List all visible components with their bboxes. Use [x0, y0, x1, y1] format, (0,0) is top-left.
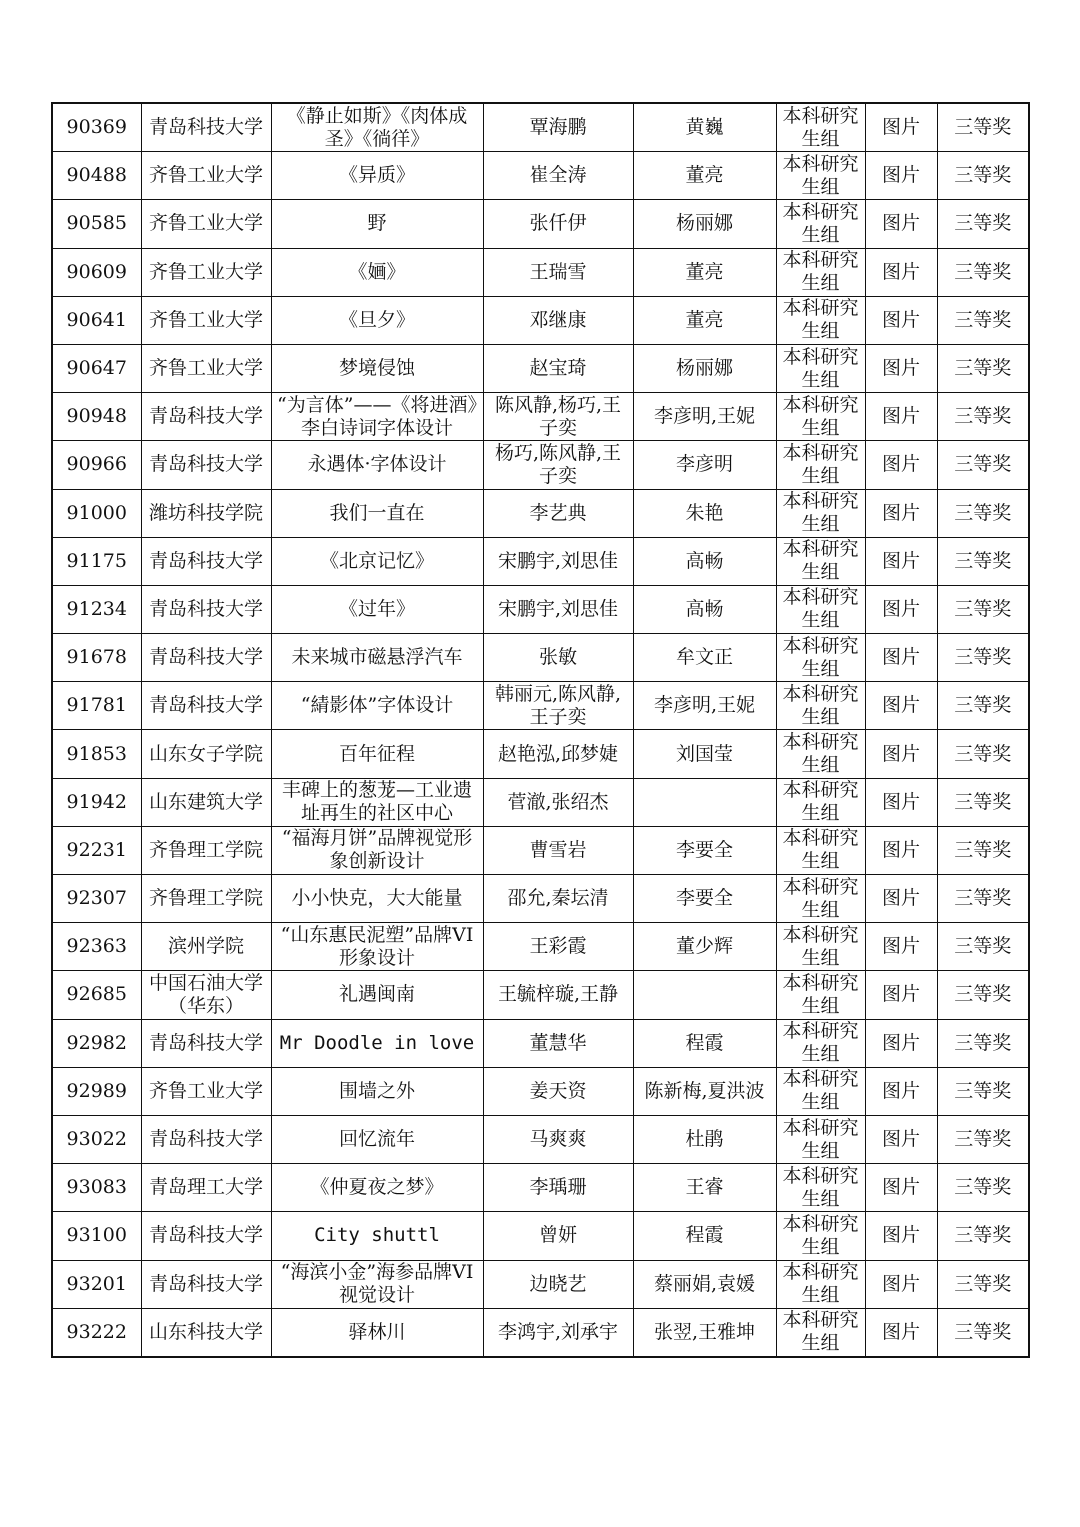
- category-cell: 图片: [865, 537, 937, 585]
- group-cell: 本科研究生组: [776, 1212, 865, 1260]
- school-cell: 齐鲁工业大学: [141, 296, 271, 344]
- table-row: [52, 296, 1029, 344]
- authors-cell: 崔全涛: [483, 152, 633, 200]
- school-cell: 齐鲁工业大学: [141, 248, 271, 296]
- authors-cell: 曹雪岩: [483, 826, 633, 874]
- school-cell: 青岛科技大学: [141, 1019, 271, 1067]
- work-title-cell: “山东惠民泥塑”品牌VI形象设计: [271, 923, 483, 971]
- authors-cell: 边晓艺: [483, 1260, 633, 1308]
- table-row: [52, 682, 1029, 730]
- category-cell: 图片: [865, 152, 937, 200]
- work-title-cell: Mr Doodle in love: [271, 1019, 483, 1067]
- advisor-cell: 杨丽娜: [633, 344, 776, 392]
- entry-id-cell: 92685: [52, 971, 141, 1019]
- award-cell: 三等奖: [937, 200, 1029, 248]
- entry-id-cell: 92989: [52, 1067, 141, 1115]
- group-cell: 本科研究生组: [776, 585, 865, 633]
- authors-cell: 曾妍: [483, 1212, 633, 1260]
- entry-id-cell: 91000: [52, 489, 141, 537]
- entry-id-cell: 90647: [52, 344, 141, 392]
- award-cell: 三等奖: [937, 634, 1029, 682]
- group-cell: 本科研究生组: [776, 200, 865, 248]
- entry-id-cell: 91234: [52, 585, 141, 633]
- work-title-cell: 未来城市磁悬浮汽车: [271, 634, 483, 682]
- award-cell: 三等奖: [937, 441, 1029, 489]
- table-row: [52, 441, 1029, 489]
- category-cell: 图片: [865, 875, 937, 923]
- table-row: [52, 923, 1029, 971]
- entry-id-cell: 91942: [52, 778, 141, 826]
- authors-cell: 赵宝琦: [483, 344, 633, 392]
- work-title-cell: 回忆流年: [271, 1115, 483, 1163]
- advisor-cell: 黄巍: [633, 103, 776, 152]
- advisor-cell: 李要全: [633, 875, 776, 923]
- group-cell: 本科研究生组: [776, 152, 865, 200]
- award-cell: 三等奖: [937, 103, 1029, 152]
- work-title-cell: “福海月饼”品牌视觉形象创新设计: [271, 826, 483, 874]
- advisor-cell: 杜鹃: [633, 1115, 776, 1163]
- category-cell: 图片: [865, 826, 937, 874]
- category-cell: 图片: [865, 585, 937, 633]
- work-title-cell: 我们一直在: [271, 489, 483, 537]
- school-cell: 山东女子学院: [141, 730, 271, 778]
- group-cell: 本科研究生组: [776, 730, 865, 778]
- entry-id-cell: 92307: [52, 875, 141, 923]
- advisor-cell: 李彦明: [633, 441, 776, 489]
- award-cell: 三等奖: [937, 682, 1029, 730]
- award-cell: 三等奖: [937, 730, 1029, 778]
- group-cell: 本科研究生组: [776, 537, 865, 585]
- entry-id-cell: 93022: [52, 1115, 141, 1163]
- work-title-cell: 丰碑上的葱茏—工业遗址再生的社区中心: [271, 778, 483, 826]
- school-cell: 齐鲁工业大学: [141, 344, 271, 392]
- advisor-cell: 程霞: [633, 1019, 776, 1067]
- award-cell: 三等奖: [937, 778, 1029, 826]
- table-row: [52, 1115, 1029, 1163]
- advisor-cell: 杨丽娜: [633, 200, 776, 248]
- authors-cell: 李鸿宇,刘承宇: [483, 1308, 633, 1357]
- table-row: [52, 634, 1029, 682]
- authors-cell: 董慧华: [483, 1019, 633, 1067]
- work-title-cell: 礼遇闽南: [271, 971, 483, 1019]
- advisor-cell: 李彦明,王妮: [633, 393, 776, 441]
- group-cell: 本科研究生组: [776, 1308, 865, 1357]
- authors-cell: 邓继康: [483, 296, 633, 344]
- authors-cell: 赵艳泓,邱梦婕: [483, 730, 633, 778]
- group-cell: 本科研究生组: [776, 778, 865, 826]
- group-cell: 本科研究生组: [776, 489, 865, 537]
- table-row: [52, 585, 1029, 633]
- table-row: [52, 778, 1029, 826]
- awards-table: [51, 102, 1030, 1358]
- authors-cell: 王瑞雪: [483, 248, 633, 296]
- work-title-cell: 《过年》: [271, 585, 483, 633]
- award-cell: 三等奖: [937, 344, 1029, 392]
- school-cell: 青岛科技大学: [141, 1212, 271, 1260]
- award-cell: 三等奖: [937, 1019, 1029, 1067]
- advisor-cell: 陈新梅,夏洪波: [633, 1067, 776, 1115]
- work-title-cell: 梦境侵蚀: [271, 344, 483, 392]
- group-cell: 本科研究生组: [776, 103, 865, 152]
- entry-id-cell: 93083: [52, 1164, 141, 1212]
- authors-cell: 马爽爽: [483, 1115, 633, 1163]
- entry-id-cell: 91175: [52, 537, 141, 585]
- authors-cell: 覃海鹏: [483, 103, 633, 152]
- group-cell: 本科研究生组: [776, 1164, 865, 1212]
- entry-id-cell: 91853: [52, 730, 141, 778]
- school-cell: 青岛科技大学: [141, 393, 271, 441]
- table-row: [52, 537, 1029, 585]
- work-title-cell: 《仲夏夜之梦》: [271, 1164, 483, 1212]
- entry-id-cell: 90369: [52, 103, 141, 152]
- group-cell: 本科研究生组: [776, 1115, 865, 1163]
- category-cell: 图片: [865, 103, 937, 152]
- advisor-cell: 高畅: [633, 537, 776, 585]
- work-title-cell: 百年征程: [271, 730, 483, 778]
- school-cell: 青岛科技大学: [141, 682, 271, 730]
- entry-id-cell: 93222: [52, 1308, 141, 1357]
- work-title-cell: “海滨小金”海参品牌VI视觉设计: [271, 1260, 483, 1308]
- advisor-cell: 刘国莹: [633, 730, 776, 778]
- school-cell: 中国石油大学（华东）: [141, 971, 271, 1019]
- work-title-cell: 《北京记忆》: [271, 537, 483, 585]
- authors-cell: 韩丽元,陈风静,王子奕: [483, 682, 633, 730]
- school-cell: 滨州学院: [141, 923, 271, 971]
- work-title-cell: 小小快克，大大能量: [271, 875, 483, 923]
- advisor-cell: 程霞: [633, 1212, 776, 1260]
- authors-cell: 宋鹏宇,刘思佳: [483, 585, 633, 633]
- table-row: [52, 826, 1029, 874]
- group-cell: 本科研究生组: [776, 248, 865, 296]
- award-cell: 三等奖: [937, 1164, 1029, 1212]
- table-row: [52, 1019, 1029, 1067]
- group-cell: 本科研究生组: [776, 971, 865, 1019]
- school-cell: 齐鲁理工学院: [141, 826, 271, 874]
- entry-id-cell: 90641: [52, 296, 141, 344]
- school-cell: 青岛科技大学: [141, 1260, 271, 1308]
- group-cell: 本科研究生组: [776, 682, 865, 730]
- award-cell: 三等奖: [937, 826, 1029, 874]
- work-title-cell: 围墙之外: [271, 1067, 483, 1115]
- school-cell: 青岛科技大学: [141, 103, 271, 152]
- authors-cell: 李瑀珊: [483, 1164, 633, 1212]
- work-title-cell: “为言体”——《将进酒》李白诗词字体设计: [271, 393, 483, 441]
- work-title-cell: 《异质》: [271, 152, 483, 200]
- advisor-cell: 董亮: [633, 152, 776, 200]
- entry-id-cell: 93100: [52, 1212, 141, 1260]
- school-cell: 青岛科技大学: [141, 441, 271, 489]
- school-cell: 潍坊科技学院: [141, 489, 271, 537]
- entry-id-cell: 90585: [52, 200, 141, 248]
- award-cell: 三等奖: [937, 585, 1029, 633]
- school-cell: 山东建筑大学: [141, 778, 271, 826]
- table-row: [52, 344, 1029, 392]
- advisor-cell: 蔡丽娟,袁媛: [633, 1260, 776, 1308]
- award-cell: 三等奖: [937, 971, 1029, 1019]
- award-cell: 三等奖: [937, 1260, 1029, 1308]
- group-cell: 本科研究生组: [776, 1067, 865, 1115]
- table-row: [52, 103, 1029, 152]
- category-cell: 图片: [865, 1212, 937, 1260]
- entry-id-cell: 90609: [52, 248, 141, 296]
- advisor-cell: 李要全: [633, 826, 776, 874]
- entry-id-cell: 92231: [52, 826, 141, 874]
- entry-id-cell: 90488: [52, 152, 141, 200]
- group-cell: 本科研究生组: [776, 344, 865, 392]
- award-cell: 三等奖: [937, 1067, 1029, 1115]
- category-cell: 图片: [865, 634, 937, 682]
- entry-id-cell: 92363: [52, 923, 141, 971]
- school-cell: 青岛科技大学: [141, 1115, 271, 1163]
- group-cell: 本科研究生组: [776, 296, 865, 344]
- work-title-cell: 野: [271, 200, 483, 248]
- table-row: [52, 1164, 1029, 1212]
- table-row: [52, 248, 1029, 296]
- entry-id-cell: 92982: [52, 1019, 141, 1067]
- category-cell: 图片: [865, 778, 937, 826]
- table-row: [52, 489, 1029, 537]
- category-cell: 图片: [865, 200, 937, 248]
- advisor-cell: [633, 778, 776, 826]
- work-title-cell: City shuttl: [271, 1212, 483, 1260]
- authors-cell: 邵允,秦坛清: [483, 875, 633, 923]
- table-row: [52, 393, 1029, 441]
- authors-cell: 王毓梓璇,王静: [483, 971, 633, 1019]
- award-cell: 三等奖: [937, 152, 1029, 200]
- authors-cell: 宋鹏宇,刘思佳: [483, 537, 633, 585]
- award-cell: 三等奖: [937, 923, 1029, 971]
- award-cell: 三等奖: [937, 248, 1029, 296]
- category-cell: 图片: [865, 682, 937, 730]
- school-cell: 青岛科技大学: [141, 634, 271, 682]
- category-cell: 图片: [865, 344, 937, 392]
- authors-cell: 菅澈,张绍杰: [483, 778, 633, 826]
- category-cell: 图片: [865, 248, 937, 296]
- school-cell: 青岛科技大学: [141, 585, 271, 633]
- award-cell: 三等奖: [937, 489, 1029, 537]
- authors-cell: 杨巧,陈风静,王子奕: [483, 441, 633, 489]
- award-cell: 三等奖: [937, 296, 1029, 344]
- table-row: [52, 1212, 1029, 1260]
- entry-id-cell: 90966: [52, 441, 141, 489]
- category-cell: 图片: [865, 923, 937, 971]
- category-cell: 图片: [865, 489, 937, 537]
- work-title-cell: 驿林川: [271, 1308, 483, 1357]
- group-cell: 本科研究生组: [776, 826, 865, 874]
- award-cell: 三等奖: [937, 1308, 1029, 1357]
- authors-cell: 李艺典: [483, 489, 633, 537]
- advisor-cell: 董少辉: [633, 923, 776, 971]
- category-cell: 图片: [865, 1019, 937, 1067]
- advisor-cell: 王睿: [633, 1164, 776, 1212]
- award-cell: 三等奖: [937, 1115, 1029, 1163]
- work-title-cell: 《旦夕》: [271, 296, 483, 344]
- group-cell: 本科研究生组: [776, 1260, 865, 1308]
- work-title-cell: 《静止如斯》《肉体成圣》《徜徉》: [271, 103, 483, 152]
- group-cell: 本科研究生组: [776, 875, 865, 923]
- authors-cell: 姜天资: [483, 1067, 633, 1115]
- advisor-cell: 牟文正: [633, 634, 776, 682]
- table-body: [52, 103, 1029, 1357]
- advisor-cell: 李彦明,王妮: [633, 682, 776, 730]
- group-cell: 本科研究生组: [776, 634, 865, 682]
- school-cell: 齐鲁工业大学: [141, 1067, 271, 1115]
- advisor-cell: 张翌,王雅坤: [633, 1308, 776, 1357]
- school-cell: 青岛理工大学: [141, 1164, 271, 1212]
- table-row: [52, 875, 1029, 923]
- entry-id-cell: 93201: [52, 1260, 141, 1308]
- category-cell: 图片: [865, 1067, 937, 1115]
- group-cell: 本科研究生组: [776, 1019, 865, 1067]
- entry-id-cell: 91781: [52, 682, 141, 730]
- advisor-cell: 高畅: [633, 585, 776, 633]
- group-cell: 本科研究生组: [776, 441, 865, 489]
- table-row: [52, 1308, 1029, 1357]
- table-row: [52, 1067, 1029, 1115]
- category-cell: 图片: [865, 1115, 937, 1163]
- work-title-cell: “綪影体”字体设计: [271, 682, 483, 730]
- school-cell: 青岛科技大学: [141, 537, 271, 585]
- table-row: [52, 730, 1029, 778]
- category-cell: 图片: [865, 1260, 937, 1308]
- entry-id-cell: 91678: [52, 634, 141, 682]
- advisor-cell: [633, 971, 776, 1019]
- category-cell: 图片: [865, 971, 937, 1019]
- school-cell: 齐鲁理工学院: [141, 875, 271, 923]
- table-row: [52, 200, 1029, 248]
- award-cell: 三等奖: [937, 393, 1029, 441]
- category-cell: 图片: [865, 1164, 937, 1212]
- award-cell: 三等奖: [937, 875, 1029, 923]
- advisor-cell: 董亮: [633, 296, 776, 344]
- group-cell: 本科研究生组: [776, 393, 865, 441]
- category-cell: 图片: [865, 393, 937, 441]
- category-cell: 图片: [865, 730, 937, 778]
- authors-cell: 张敏: [483, 634, 633, 682]
- work-title-cell: 永遇体·字体设计: [271, 441, 483, 489]
- group-cell: 本科研究生组: [776, 923, 865, 971]
- category-cell: 图片: [865, 441, 937, 489]
- school-cell: 齐鲁工业大学: [141, 200, 271, 248]
- authors-cell: 张仟伊: [483, 200, 633, 248]
- school-cell: 齐鲁工业大学: [141, 152, 271, 200]
- table-row: [52, 1260, 1029, 1308]
- category-cell: 图片: [865, 1308, 937, 1357]
- advisor-cell: 朱艳: [633, 489, 776, 537]
- category-cell: 图片: [865, 296, 937, 344]
- work-title-cell: 《婳》: [271, 248, 483, 296]
- award-cell: 三等奖: [937, 1212, 1029, 1260]
- authors-cell: 王彩霞: [483, 923, 633, 971]
- table-row: [52, 971, 1029, 1019]
- table-row: [52, 152, 1029, 200]
- entry-id-cell: 90948: [52, 393, 141, 441]
- award-cell: 三等奖: [937, 537, 1029, 585]
- authors-cell: 陈风静,杨巧,王子奕: [483, 393, 633, 441]
- advisor-cell: 董亮: [633, 248, 776, 296]
- school-cell: 山东科技大学: [141, 1308, 271, 1357]
